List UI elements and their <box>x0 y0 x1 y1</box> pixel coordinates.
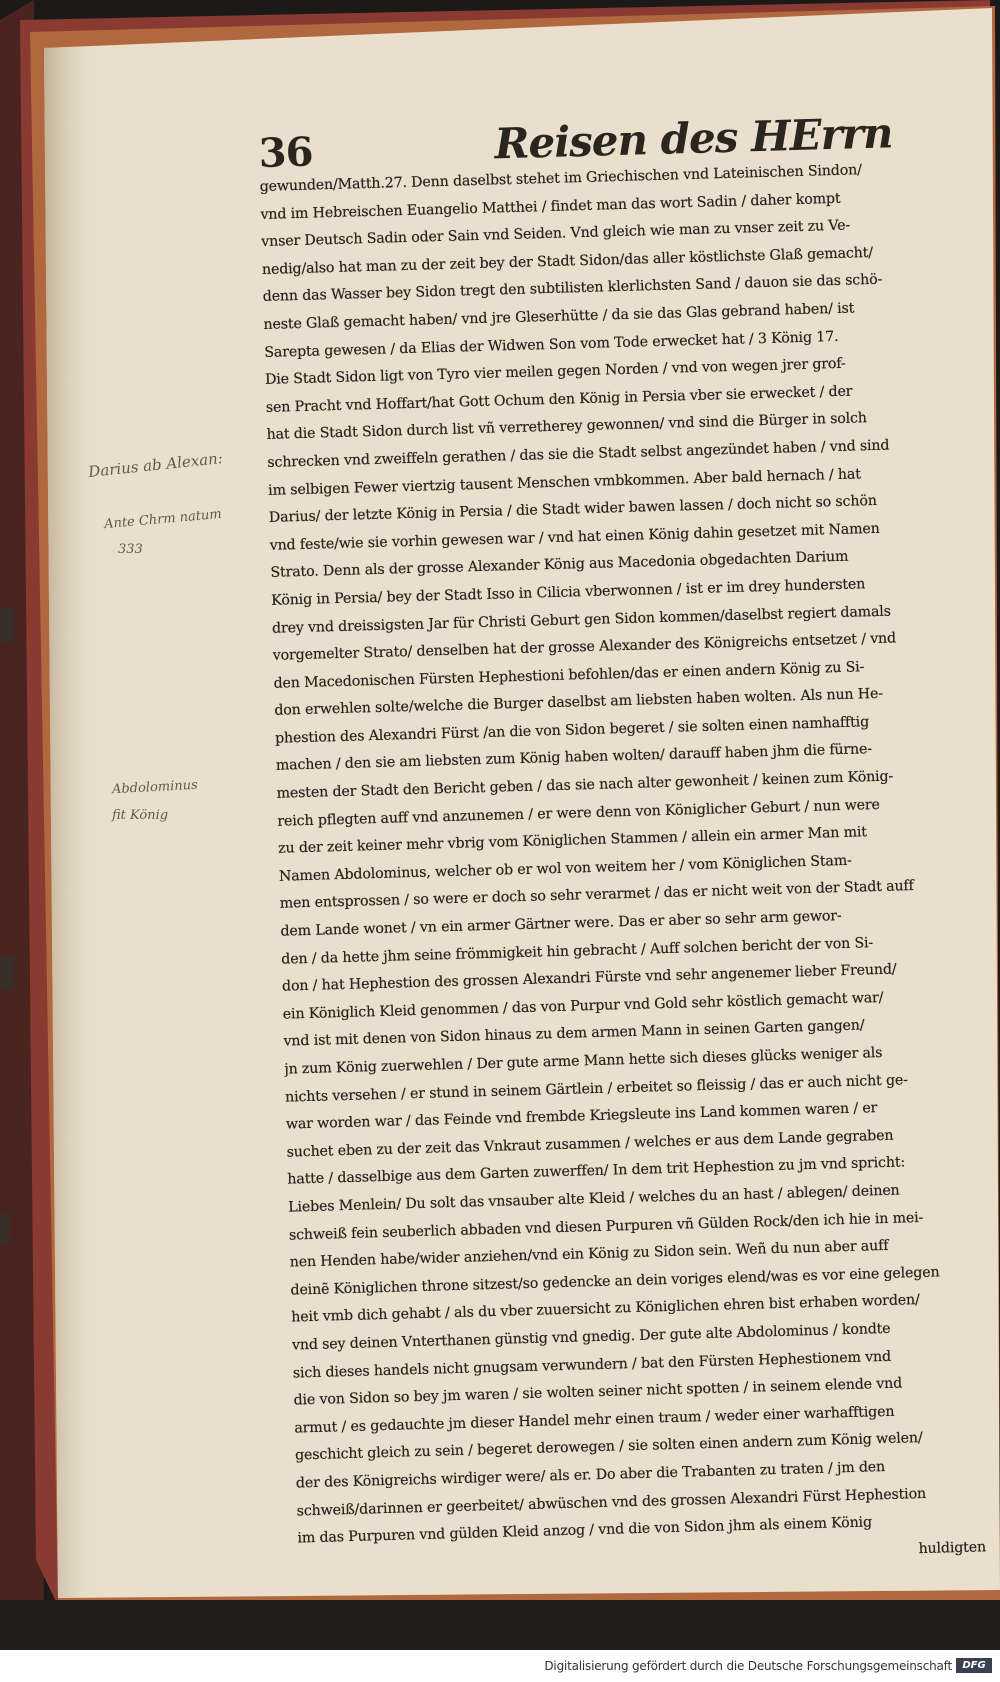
text-line: zu der zeit keiner mehr vbrig vom Königlichen Stammen / allein ein armer Man mit <box>277 824 868 857</box>
text-line: schweiß/darinnen er geerbeitet/ abwüschen vnd des grossen Alexandri Fürst Hephestion <box>296 1485 927 1519</box>
text-line: Namen Abdolominus, welcher ob er wol von weitem her / vom Königlichen Stam- <box>278 852 852 885</box>
text-line: mesten der Stadt den Bericht geben / das sie nach alter gewonheit / keinen zum König- <box>276 768 894 802</box>
text-line: nedig/also hat man zu der zeit bey der Stadt Sidon/das aller köstlichste Glaß gemacht/ <box>261 244 874 278</box>
text-line: war worden war / das Feinde vnd frembde Kriegsleute ins Land kommen waren / er <box>285 1100 878 1133</box>
text-line: sen Pracht vnd Hoffart/hat Gott Ochum den König in Persia vber sie erwecket / der <box>265 383 853 416</box>
text-line: neste Glaß gemacht haben/ vnd jre Gleserhütte / da sie das Glas gebrand haben/ ist <box>263 300 855 333</box>
text-line: im das Purpuren vnd gülden Kleid anzog / vnd die von Sidon jhm als einem König <box>297 1514 873 1547</box>
text-line: hatte / dasselbige aus dem Garten zuwerffen/ In dem trit Hephestion zu jm vnd spricht: <box>287 1154 906 1188</box>
text-line: schrecken vnd zweiffeln gerathen / das sie die Stadt selbst angezündet haben / vnd sind <box>267 437 890 471</box>
text-line: geschicht gleich zu sein / begeret derowegen / sie solten einen andern zum König welen/ <box>294 1430 923 1464</box>
body-text <box>259 155 986 1581</box>
margin-note: Darius ab Alexan: <box>87 448 224 482</box>
text-line: Strato. Denn als der grosse Alexander König aus Macedonia obgedachten Darium <box>270 549 849 582</box>
margin-note: fit König <box>112 808 169 823</box>
text-line: Darius/ der letzte König in Persia / die Stadt wider bawen lassen / doch nicht so schön <box>268 492 877 526</box>
text-line: suchet eben zu der zeit das Vnkraut zusammen / welches er aus dem Lande gegraben <box>286 1127 894 1161</box>
text-line: don / hat Hephestion des grossen Alexandri Fürste vnd sehr angenemer lieber Freund/ <box>281 961 897 995</box>
text-line: men entsprossen / so were er doch so sehr verarmet / das er nicht weit von der Stadt auff <box>279 878 914 913</box>
text-line: jn zum König zuerwehlen / Der gute arme Mann hette sich dieses glücks weniger als <box>284 1044 883 1078</box>
text-line: Liebes Menlein/ Du solt das vnsauber alte Kleid / welches du an hast / ablegen/ deinen <box>287 1182 900 1216</box>
running-title: Reisen des HErrn <box>493 108 894 169</box>
text-line: vnd ist mit denen von Sidon hinaus zu dem armen Mann in seinen Garten gangen/ <box>283 1017 865 1051</box>
text-line: nen Henden habe/wider anziehen/vnd ein König zu Sidon sein. Weñ du nun aber auff <box>289 1237 889 1271</box>
margin-note: 333 <box>118 542 143 557</box>
text-line: deinẽ Königlichen throne sitzest/so gedencke an dein voriges elend/was es vor eine gelegen <box>290 1264 940 1299</box>
text-line: armut / es gedauchte jm dieser Handel mehr einen traum / weder einer warhafftigen <box>294 1403 895 1437</box>
text-line: vnd im Hebreischen Euangelio Matthei / findet man das wort Sadin / daher kompt <box>260 190 841 223</box>
text-line: sich dieses handels nicht gnugsam verwundern / bat den Fürsten Hephestionem vnd <box>292 1348 892 1382</box>
text-line: gewunden/Matth.27. Denn daselbst stehet im Griechischen vnd Lateinischen Sindon/ <box>259 162 862 195</box>
margin-note: Ante Chrm natum <box>103 506 223 533</box>
page-number: 36 <box>258 128 314 177</box>
text-line: vorgemelter Strato/ denselben hat der grosse Alexander des Königreichs entsetzet / vnd <box>272 630 897 664</box>
text-line: den / da hette jhm seine frömmigkeit hin gebracht / Auff solchen bericht der von Si- <box>281 934 874 968</box>
text-line: vnser Deutsch Sadin oder Sain vnd Seiden. Vnd gleich wie man zu vnser zeit zu Ve- <box>261 217 851 251</box>
text-line: reich pflegten auff vnd anzunemen / er were denn von Königlicher Geburt / nun were <box>277 796 881 830</box>
footer-credit: Digitalisierung gefördert durch die Deutsche Forschungsgemeinschaft <box>544 1659 952 1673</box>
text-line: phestion des Alexandri Fürst /an die von Sidon begeret / sie solten einen namhafftig <box>274 714 870 747</box>
text-line: hat die Stadt Sidon durch list vñ verretherey gewonnen/ vnd sind die Bürger in solch <box>266 410 868 444</box>
text-line: vnd feste/wie sie vorhin gewesen war / vnd hat einen König dahin gesetzet mit Namen <box>269 520 880 554</box>
text-line: heit vmb dich gehabt / als du vber zuuersicht zu Königlichen ehren bist erhaben worden/ <box>291 1292 920 1326</box>
text-line: denn das Wasser bey Sidon tregt den subtilisten klerlichsten Sand / dauon sie das schö- <box>262 272 883 306</box>
text-line: im selbigen Fewer viertzig tausent Menschen vmbkommen. Aber bald hernach / hat <box>267 465 861 499</box>
text-line: ein Königlich Kleid genommen / das von Purpur vnd Gold sehr köstlich gemacht war/ <box>282 989 884 1023</box>
text-line: Sarepta gewesen / da Elias der Widwen Son vom Tode erwecket hat / 3 König 17. <box>264 328 839 361</box>
text-line: vnd sey deinen Vnterthanen günstig vnd gnedig. Der gute alte Abdolominus / kondte <box>291 1320 891 1354</box>
page-content <box>258 107 987 1557</box>
text-line: König in Persia/ bey der Stadt Isso in Cilicia vberwonnen / ist er im drey hundersten <box>271 576 866 609</box>
text-line: Die Stadt Sidon ligt von Tyro vier meilen gegen Norden / vnd von wegen jrer grof- <box>264 355 846 389</box>
margin-note: Abdolominus <box>111 777 199 798</box>
text-line: schweiß fein seuberlich abbaden vnd diesen Purpuren vñ Gülden Rock/den ich hie in mei- <box>288 1209 924 1244</box>
text-line: drey vnd dreissigsten Jar für Christi Geburt gen Sidon kommen/daselbst regiert damals <box>271 603 891 637</box>
text-line: der des Königreichs wirdiger were/ als er. Do aber die Trabanten zu traten / jm den <box>295 1458 886 1492</box>
text-line: den Macedonischen Fürsten Hephestioni befohlen/das er einen andern König zu Si- <box>273 658 865 692</box>
text-line: machen / den sie am liebsten zum König haben wolten/ darauff haben jhm die fürne- <box>275 741 873 775</box>
text-line: die von Sidon so bey jm waren / sie wolten seiner nicht spotten / in seinem elende vnd <box>293 1375 903 1409</box>
footer <box>0 1650 1000 1682</box>
text-line: dem Lande wonet / vn ein armer Gärtner were. Das er aber so sehr arm gewor- <box>280 908 842 940</box>
dfg-logo: DFG <box>956 1658 992 1673</box>
text-line: nichts versehen / er stund in seinem Gärtlein / erbeitet so fleissig / das er auch nicht ge- <box>284 1071 909 1106</box>
text-line: huldigten <box>918 1538 987 1557</box>
text-line: don erwehlen solte/welche die Burger daselbst am liebsten haben wolten. Als nun He- <box>274 686 884 720</box>
